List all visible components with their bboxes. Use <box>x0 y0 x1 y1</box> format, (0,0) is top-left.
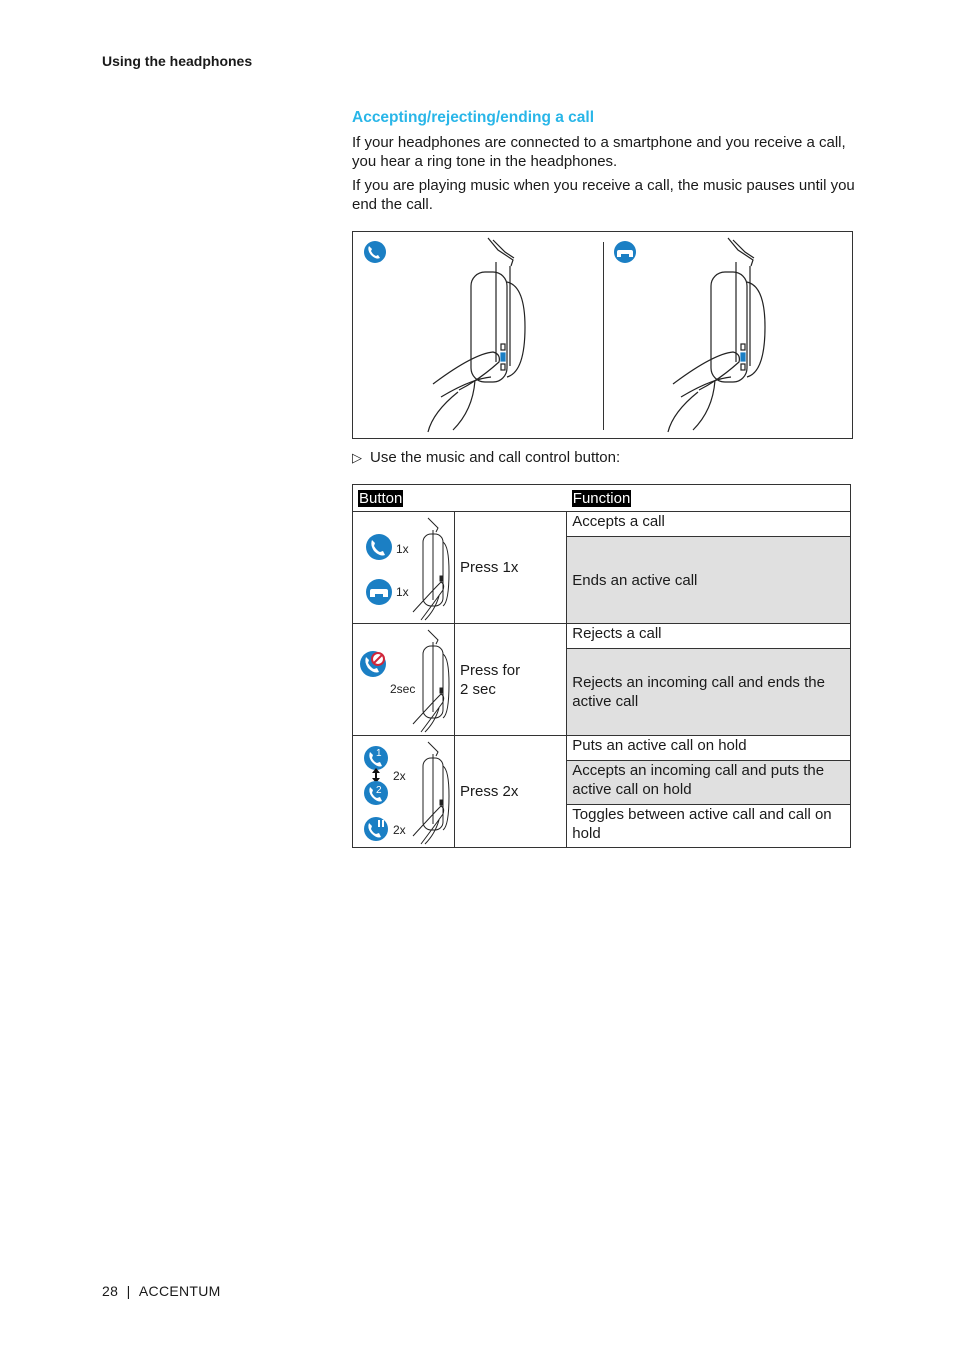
section-header: Using the headphones <box>102 53 253 69</box>
page-footer <box>102 1283 221 1299</box>
headphone-drawing-left <box>428 238 525 432</box>
headphone-drawing-right <box>668 238 765 432</box>
arrow-marker-icon: ▷ <box>352 450 362 465</box>
headphone-illustration <box>352 231 853 439</box>
figure-divider <box>603 242 604 430</box>
page-number: 28 <box>102 1283 119 1299</box>
press-count-label: 1x <box>396 585 409 599</box>
footer-separator: | <box>126 1283 131 1299</box>
headphone-mini-drawing <box>413 742 449 844</box>
call-functions-table <box>352 484 851 848</box>
paragraph-ring-tone: If your headphones are connected to a smartphone and you receive a call, you hear a ring tone in the headphones. <box>352 134 846 170</box>
button-illustration-1x <box>353 512 455 624</box>
press-action-cell: Press 1x <box>455 512 567 624</box>
call-number-label: 1 <box>376 748 382 759</box>
section-title: Accepting/rejecting/ending a call <box>352 109 595 126</box>
function-cell: Ends an active call <box>567 537 851 624</box>
headphone-mini-drawing <box>413 518 449 620</box>
headphone-mini-drawing <box>413 630 449 732</box>
instruction-text: Use the music and call control button: <box>370 449 621 466</box>
phone-end-icon <box>614 241 636 263</box>
table-row <box>353 512 851 537</box>
press-count-label: 2x <box>393 823 406 837</box>
button-illustration-2sec <box>353 624 455 736</box>
col-header-function: Function <box>572 489 631 507</box>
instruction-line <box>352 449 620 466</box>
table-row <box>353 736 851 761</box>
press-count-label: 2x <box>393 769 406 783</box>
product-name: ACCENTUM <box>138 1283 221 1299</box>
press-action-cell: Press 2x <box>455 736 567 848</box>
press-count-label: 1x <box>396 542 409 556</box>
call-number-label: 2 <box>376 785 382 796</box>
table-header-row <box>353 485 851 512</box>
table-row <box>353 624 851 649</box>
paragraph-music-pause: If you are playing music when you receive a call, the music pauses until you end the call. <box>352 177 855 213</box>
phone-accept-icon <box>366 534 392 560</box>
function-cell: Rejects an incoming call and ends the active call <box>567 649 851 736</box>
phone-accept-icon <box>364 241 386 263</box>
phone-hold-icon <box>364 817 388 841</box>
function-cell: Puts an active call on hold <box>567 736 851 761</box>
function-cell: Toggles between active call and call on hold <box>567 804 851 847</box>
button-illustration-2x <box>353 736 455 848</box>
function-cell: Accepts an incoming call and puts the active call on hold <box>567 761 851 804</box>
col-header-button: Button <box>359 489 403 507</box>
phone-end-icon <box>366 579 392 605</box>
function-cell: Rejects a call <box>567 624 851 649</box>
phone-reject-icon <box>360 651 386 677</box>
function-cell: Accepts a call <box>567 512 851 537</box>
press-duration-label: 2sec <box>390 682 416 696</box>
press-action-cell: Press for 2 sec <box>455 624 567 736</box>
